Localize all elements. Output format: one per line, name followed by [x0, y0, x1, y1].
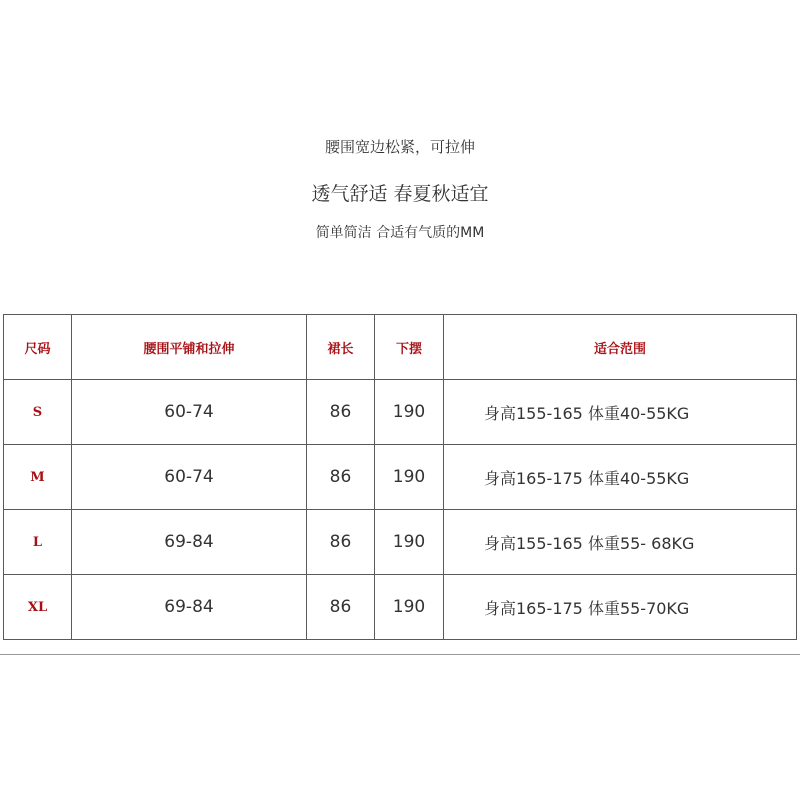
- header-length: 裙长: [307, 315, 375, 380]
- size-cell: M: [4, 445, 72, 510]
- size-cell: XL: [4, 575, 72, 640]
- length-cell: 86: [307, 575, 375, 640]
- waist-cell: 60-74: [72, 380, 307, 445]
- table-row: [4, 575, 797, 640]
- header-hem: 下摆: [375, 315, 444, 380]
- waist-cell: 69-84: [72, 575, 307, 640]
- header-waist: 腰围平铺和拉伸: [72, 315, 307, 380]
- hem-cell: 190: [375, 510, 444, 575]
- bottom-divider: [0, 654, 800, 655]
- table-row: [4, 380, 797, 445]
- size-chart-table: [3, 314, 797, 640]
- header-fit: 适合范围: [444, 315, 797, 380]
- waist-cell: 60-74: [72, 445, 307, 510]
- intro-line-3: 简单简洁 合适有气质的MM: [315, 225, 485, 241]
- hem-cell: 190: [375, 575, 444, 640]
- fit-cell: 身高165-175 体重55-70KG: [444, 575, 797, 640]
- hem-cell: 190: [375, 445, 444, 510]
- fit-cell: 身高155-165 体重40-55KG: [444, 380, 797, 445]
- length-cell: 86: [307, 445, 375, 510]
- intro-line-1: 腰围宽边松紧，可拉伸: [324, 138, 475, 156]
- intro-line-2: 透气舒适 春夏秋适宜: [311, 183, 489, 205]
- header-size: 尺码: [4, 315, 72, 380]
- fit-cell: 身高155-165 体重55- 68KG: [444, 510, 797, 575]
- hem-cell: 190: [375, 380, 444, 445]
- table-header-row: [4, 315, 797, 380]
- length-cell: 86: [307, 510, 375, 575]
- size-cell: L: [4, 510, 72, 575]
- length-cell: 86: [307, 380, 375, 445]
- fit-cell: 身高165-175 体重40-55KG: [444, 445, 797, 510]
- size-cell: S: [4, 380, 72, 445]
- table-row: [4, 445, 797, 510]
- waist-cell: 69-84: [72, 510, 307, 575]
- table-row: [4, 510, 797, 575]
